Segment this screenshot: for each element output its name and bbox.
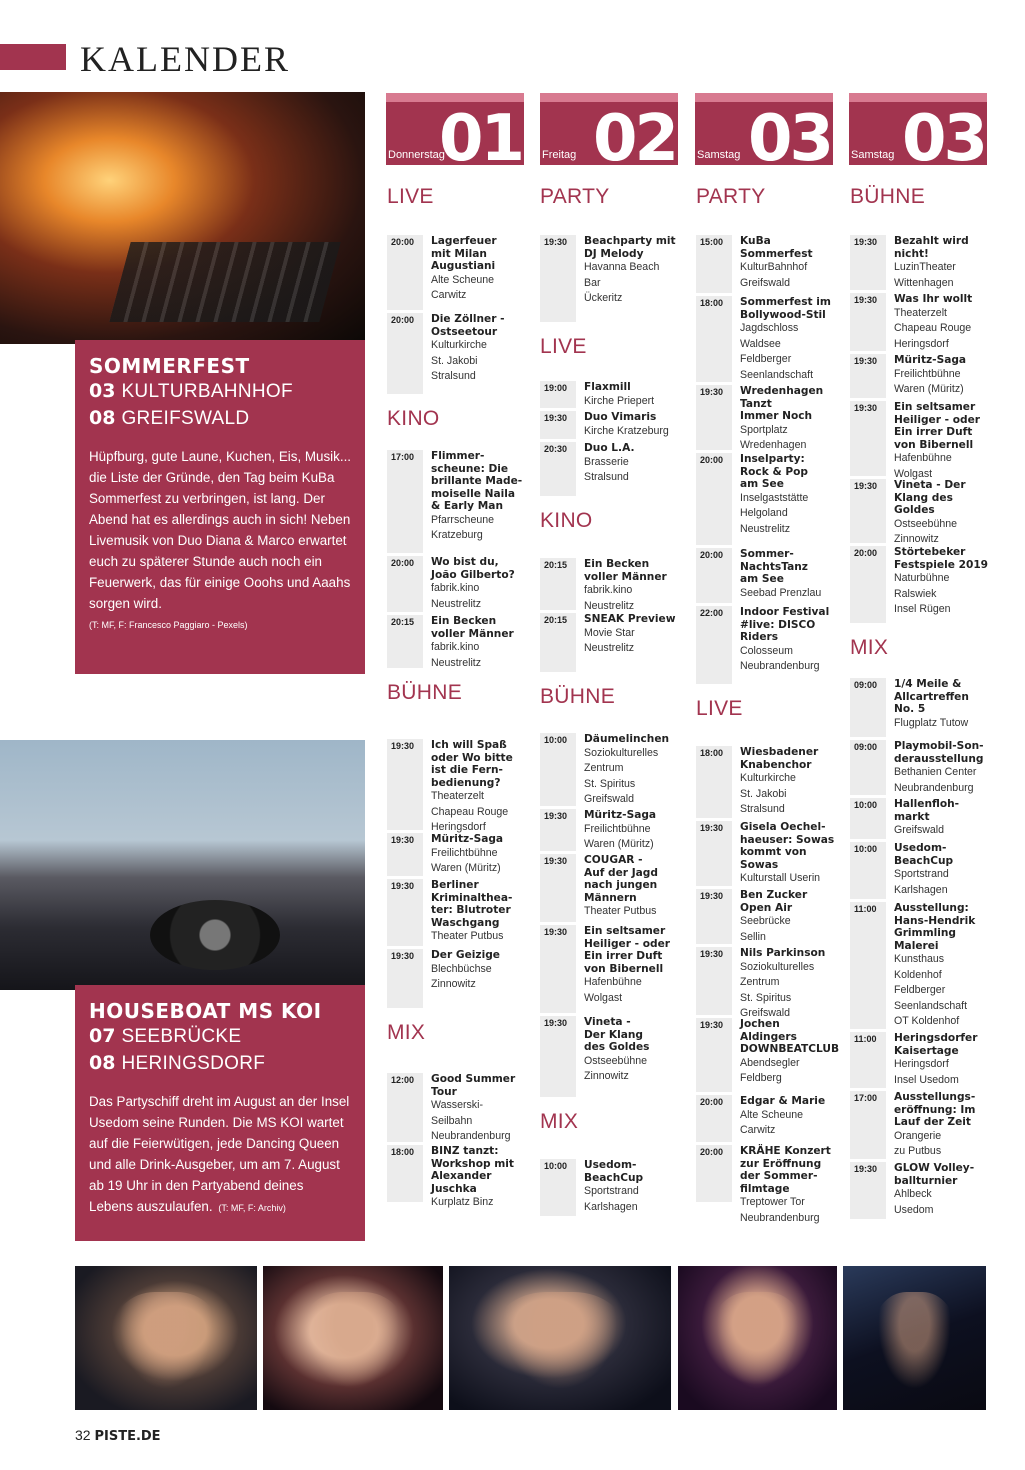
event-title: BINZ tanzt: Workshop mit Alexander Juschka	[431, 1145, 514, 1195]
event-details	[584, 235, 680, 307]
party-photo	[263, 1266, 443, 1410]
event-time: 19:30	[387, 739, 423, 830]
event-details	[894, 235, 990, 291]
event-location: Ostseebühne Zinnowitz	[584, 1054, 648, 1082]
section-label: PARTY	[540, 185, 610, 208]
section-label: BÜHNE	[387, 681, 463, 704]
event-location: Alte Scheune Carwitz	[431, 273, 495, 301]
section-label: BÜHNE	[540, 685, 616, 708]
event-location: Soziokulturelles Zentrum St. Spiritus Greifswald	[740, 960, 815, 1019]
event-time: 17:00	[850, 1091, 886, 1159]
event-title: 1/4 Meile & Allcartreffen No. 5	[894, 678, 969, 715]
event-location: Freilichtbühne Waren (Müritz)	[584, 822, 654, 850]
event-time: 19:30	[387, 879, 423, 946]
event-location: Inselgaststätte Helgoland Neustrelitz	[740, 491, 809, 535]
event-details	[894, 546, 990, 618]
event-time: 19:30	[850, 293, 886, 351]
event-location: Treptower Tor Neubrandenburg	[740, 1196, 820, 1224]
event-details	[894, 902, 990, 1030]
section-label: LIVE	[540, 335, 587, 358]
event-title: Lagerfeuer mit Milan Augustiani	[431, 235, 497, 272]
event-time: 20:30	[540, 442, 576, 496]
event-time: 18:00	[696, 746, 732, 818]
event-details	[584, 733, 680, 808]
event-location: Alte Scheune Carwitz	[740, 1108, 804, 1136]
event-title: Gisela Oechel- haeuser: Sowas kommt von Sowas	[740, 821, 835, 871]
event-time: 17:00	[387, 450, 423, 553]
day-number: 02	[592, 102, 676, 165]
feature-place: KULTURBAHNHOF	[121, 381, 293, 402]
event-location: Blechbüchse Zinnowitz	[431, 962, 492, 990]
event-location: fabrik.kino Neustrelitz	[431, 582, 482, 610]
party-boat-photo	[0, 740, 365, 990]
event-time: 20:00	[387, 313, 423, 394]
event-location: Greifswald	[894, 824, 945, 836]
event-time: 10:00	[540, 733, 576, 806]
event-title: Däumelinchen	[584, 733, 670, 745]
event-location: Hafenbühne Wolgast	[894, 452, 952, 480]
event-location: Kurplatz Binz	[431, 1196, 494, 1208]
feature-place: SEEBRÜCKE	[121, 1026, 242, 1047]
event-time: 19:30	[696, 947, 732, 1015]
event-location: Freilichtbühne Waren (Müritz)	[894, 367, 964, 395]
event-location: Kirche Kratzeburg	[584, 424, 669, 437]
event-location: Theaterzelt Chapeau Rouge Heringsdorf	[894, 306, 972, 350]
event-title: Hallenfloh- markt	[894, 798, 960, 823]
event-details	[584, 854, 680, 920]
event-title: KuBa Sommerfest	[740, 235, 813, 260]
event-time: 20:00	[387, 235, 423, 310]
event-location: Bethanien Center Neubrandenburg	[894, 766, 977, 794]
event-location: fabrik.kino Neustrelitz	[431, 641, 482, 669]
event-details	[740, 606, 836, 675]
event-details	[740, 1018, 840, 1087]
event-title: Flimmer- scheune: Die brillante Made- moiselle Naila & Early Man	[431, 450, 523, 512]
event-title: Nils Parkinson	[740, 947, 826, 959]
event-location: KulturBahnhof Greifswald	[740, 261, 808, 289]
event-details	[584, 1159, 680, 1215]
event-details	[740, 235, 836, 291]
event-location: Seebrücke Sellin	[740, 915, 791, 943]
feature-date-line	[89, 1050, 351, 1077]
event-time: 19:30	[387, 949, 423, 1008]
event-location: Abendsegler Feldberg	[740, 1056, 800, 1084]
section-label: PARTY	[696, 185, 766, 208]
event-title: SNEAK Preview	[584, 613, 676, 625]
event-details	[431, 235, 527, 304]
event-details	[431, 450, 527, 544]
event-time: 11:00	[850, 902, 886, 1029]
event-title: Ausstellungs- eröffnung: Im Lauf der Zeit	[894, 1091, 976, 1128]
event-details	[894, 1162, 990, 1218]
event-location: Kulturkirche St. Jakobi Stralsund	[431, 339, 487, 382]
event-title: Wo bist du, João Gilberto?	[431, 556, 515, 581]
event-title: Vineta - Der Klang des Goldes	[894, 479, 966, 516]
feature-box-sommerfest	[75, 340, 365, 674]
event-title: Müritz-Saga	[584, 809, 657, 821]
event-details	[431, 615, 527, 671]
section-label: KINO	[540, 509, 593, 532]
event-details	[740, 1095, 836, 1139]
feature-day: 03	[89, 380, 116, 402]
event-details	[894, 401, 990, 482]
event-time: 22:00	[696, 606, 732, 684]
event-details	[894, 842, 990, 898]
event-time: 18:00	[696, 296, 732, 382]
event-details	[431, 833, 527, 877]
event-location: Wasserski- Seilbahn Neubrandenburg	[431, 1099, 511, 1142]
event-location: Ahlbeck Usedom	[894, 1188, 934, 1216]
event-time: 10:00	[540, 1159, 576, 1216]
event-time: 10:00	[850, 842, 886, 899]
event-title: Ein seltsamer Heiliger - oder Ein irrer Duft von Bibernell	[584, 925, 670, 975]
event-details	[894, 678, 990, 731]
event-location: Kulturkirche St. Jakobi Stralsund	[740, 772, 796, 815]
section-label: MIX	[540, 1110, 579, 1133]
event-title: Störtebeker Festspiele 2019	[894, 546, 989, 571]
event-time: 12:00	[387, 1073, 423, 1142]
feature-credit: (T: MF, F: Francesco Paggiaro - Pexels)	[89, 620, 248, 630]
event-title: Duo L.A.	[584, 442, 635, 454]
event-time: 19:30	[540, 854, 576, 922]
section-label: MIX	[850, 636, 889, 659]
event-details	[740, 947, 836, 1022]
day-header	[386, 93, 524, 165]
event-details	[894, 1032, 990, 1088]
feature-credit: (T: MF, F: Archiv)	[218, 1203, 286, 1213]
feature-day: 07	[89, 1025, 116, 1047]
event-title: Indoor Festival #live: DISCO Riders	[740, 606, 830, 643]
event-location: Naturbühne Ralswiek Insel Rügen	[894, 572, 951, 615]
event-location: Movie Star Neustrelitz	[584, 626, 635, 654]
event-details	[740, 821, 836, 887]
event-details	[584, 925, 680, 1006]
event-title: Wiesbadener Knabenchor	[740, 746, 819, 771]
event-details	[740, 889, 836, 945]
event-time: 09:00	[850, 678, 886, 737]
event-details	[431, 949, 527, 993]
event-time: 09:00	[850, 740, 886, 795]
event-time: 19:00	[540, 381, 576, 408]
page-number: 32	[75, 1427, 91, 1443]
event-location: Flugplatz Tutow	[894, 716, 969, 729]
event-location: Kulturstall Userin	[740, 872, 821, 884]
event-location: Brasserie Stralsund	[584, 455, 629, 483]
event-time: 19:30	[850, 235, 886, 290]
event-location: LuzinTheater Wittenhagen	[894, 261, 956, 289]
day-number: 03	[901, 102, 985, 165]
event-location: Ostseebühne Zinnowitz	[894, 517, 958, 545]
day-header	[849, 93, 987, 165]
event-time: 20:00	[696, 453, 732, 545]
event-title: Ich will Spaß oder Wo bitte ist die Fern- bedienung?	[431, 739, 513, 789]
feature-date-line	[89, 378, 351, 405]
event-location: Theaterzelt Chapeau Rouge Heringsdorf	[431, 790, 509, 833]
event-title: Edgar & Marie	[740, 1095, 826, 1107]
event-location: Hafenbühne Wolgast	[584, 976, 642, 1004]
event-time: 19:30	[850, 479, 886, 543]
page-title: KALENDER	[80, 39, 290, 79]
section-label: BÜHNE	[850, 185, 926, 208]
event-time: 15:00	[696, 235, 732, 293]
event-details	[431, 1145, 527, 1211]
feature-body-text: Das Partyschiff dreht im August an der Insel Usedom seine Runden. Die MS KOI wartet auf die Feierwütigen, jede Dancing Queen und alle Drink-Ausgeber, um am 7. August ab 19 Uhr in den Partyabend deines Lebens auszulaufen.	[89, 1094, 350, 1214]
event-time: 20:00	[696, 1095, 732, 1142]
event-location: Seebad Prenzlau	[740, 586, 822, 599]
day-name: Samstag	[851, 149, 895, 161]
event-details	[584, 442, 680, 486]
day-number: 01	[438, 102, 522, 165]
event-details	[431, 739, 527, 836]
event-title: Playmobil-Son- derausstellung	[894, 740, 984, 765]
event-title: Inselparty: Rock & Pop am See	[740, 453, 809, 490]
event-title: Vineta - Der Klang des Goldes	[584, 1016, 650, 1053]
header-accent-bar	[0, 44, 66, 70]
event-details	[584, 411, 680, 439]
feature-title: HOUSEBOAT MS KOI	[89, 999, 322, 1023]
event-title: Beachparty mit DJ Melody	[584, 235, 676, 260]
event-details	[584, 613, 680, 657]
event-details	[894, 798, 990, 839]
event-details	[894, 740, 990, 796]
event-time: 19:30	[850, 401, 886, 476]
event-time: 19:30	[540, 411, 576, 439]
day-number: 03	[747, 102, 831, 165]
event-title: COUGAR - Auf der Jagd nach jungen Männern	[584, 854, 658, 904]
event-title: Jochen Aldingers DOWNBEATCLUB	[740, 1018, 840, 1055]
dj-booth-photo	[843, 1266, 986, 1410]
event-details	[740, 548, 836, 601]
day-name: Freitag	[542, 149, 577, 161]
event-title: Good Summer Tour	[431, 1073, 516, 1098]
event-time: 20:00	[696, 548, 732, 603]
event-title: Sommer- NachtsTanz am See	[740, 548, 808, 585]
feature-month: 08	[89, 407, 116, 429]
event-time: 19:30	[540, 809, 576, 851]
event-location: Pfarrscheune Kratzeburg	[431, 513, 495, 541]
feature-date-line	[89, 1023, 351, 1050]
event-details	[894, 354, 990, 398]
event-details	[740, 746, 836, 818]
event-details	[894, 479, 990, 548]
event-location: Kirche Priepert	[584, 394, 655, 407]
event-title: Ein Becken voller Männer	[584, 558, 667, 583]
event-details	[431, 1073, 527, 1145]
event-title: Der Geizige	[431, 949, 500, 961]
event-location: Kunsthaus Koldenhof Feldberger Seenlandschaft OT Koldenhof	[894, 953, 968, 1027]
event-time: 19:30	[696, 889, 732, 944]
event-time: 20:15	[540, 558, 576, 610]
event-location: Theater Putbus	[584, 905, 657, 917]
event-title: Was Ihr wollt	[894, 293, 973, 305]
event-time: 19:30	[387, 833, 423, 876]
event-time: 19:30	[696, 821, 732, 886]
feature-month: 08	[89, 1052, 116, 1074]
event-title: Ein Becken voller Männer	[431, 615, 514, 640]
event-time: 20:00	[387, 556, 423, 612]
brand-name: PISTE.DE	[94, 1429, 161, 1444]
dj-mixer-photo	[0, 92, 365, 344]
feature-city: GREIFSWALD	[121, 408, 250, 429]
event-time: 19:30	[540, 235, 576, 322]
day-header	[695, 93, 833, 165]
section-label: KINO	[387, 407, 440, 430]
event-details	[584, 381, 680, 409]
event-time: 18:00	[387, 1145, 423, 1202]
event-time: 20:00	[850, 546, 886, 623]
event-title: Müritz-Saga	[894, 354, 967, 366]
event-title: Duo Vimaris	[584, 411, 657, 423]
event-time: 19:30	[850, 354, 886, 398]
party-photo	[678, 1266, 837, 1410]
event-time: 20:00	[696, 1145, 732, 1202]
event-time: 20:15	[540, 613, 576, 672]
event-location: Heringsdorf Insel Usedom	[894, 1058, 959, 1086]
section-label: LIVE	[696, 697, 743, 720]
feature-box-houseboat	[75, 985, 365, 1241]
event-title: Heringsdorfer Kaisertage	[894, 1032, 978, 1057]
feature-city: HERINGSDORF	[121, 1053, 266, 1074]
event-details	[431, 879, 527, 945]
event-location: Sportplatz Wredenhagen	[740, 423, 807, 451]
feature-title: SOMMERFEST	[89, 354, 250, 378]
event-time: 10:00	[850, 798, 886, 839]
day-name: Samstag	[697, 149, 741, 161]
event-title: Flaxmill	[584, 381, 631, 393]
event-details	[431, 313, 527, 385]
section-label: LIVE	[387, 185, 434, 208]
event-title: Bezahlt wird nicht!	[894, 235, 969, 260]
event-title: KRÄHE Konzert zur Eröffnung der Sommer- filmtage	[740, 1145, 831, 1195]
event-time: 19:30	[696, 1018, 732, 1092]
event-location: Soziokulturelles Zentrum St. Spiritus Greifswald	[584, 746, 659, 805]
event-title: Ausstellung: Hans-Hendrik Grimmling Malerei	[894, 902, 976, 952]
party-photo	[449, 1266, 671, 1410]
party-photo	[75, 1266, 257, 1410]
event-location: Theater Putbus	[431, 930, 504, 942]
event-title: Usedom- BeachCup	[584, 1159, 644, 1184]
event-location: Freilichtbühne Waren (Müritz)	[431, 846, 501, 874]
event-location: Havanna Beach Bar Ückeritz	[584, 261, 660, 304]
day-name: Donnerstag	[388, 149, 445, 161]
event-location: Orangerie zu Putbus	[894, 1129, 942, 1157]
event-details	[584, 809, 680, 853]
event-details	[431, 556, 527, 612]
section-label: MIX	[387, 1021, 426, 1044]
event-time: 19:30	[696, 385, 732, 450]
event-details	[894, 293, 990, 352]
event-details	[740, 1145, 836, 1226]
event-time: 20:15	[387, 615, 423, 668]
event-title: Müritz-Saga	[431, 833, 504, 845]
feature-date-line	[89, 405, 351, 432]
event-title: GLOW Volley- ballturnier	[894, 1162, 975, 1187]
event-details	[584, 558, 680, 614]
event-time: 19:30	[540, 925, 576, 1013]
event-title: Berliner Kriminalthea- ter: Blutroter Waschgang	[431, 879, 513, 929]
feature-text: Hüpfburg, gute Laune, Kuchen, Eis, Musik... die Liste der Gründe, den Tag beim KuBa Sommerfest zu verbringen, ist lang. Der Abend hat es allerdings auch in sich! Neben Livemusik von Duo Diana & Marco erwartet euch zu späterer Stunde auch noch ein Feuerwerk, das für einige Ooohs und Aaahs sorgen wird.	[89, 449, 352, 611]
event-details	[584, 1016, 680, 1085]
event-details	[740, 385, 836, 454]
event-details	[894, 1091, 990, 1160]
feature-text	[89, 1091, 351, 1219]
event-location: Sportstrand Karlshagen	[894, 868, 949, 896]
day-header	[540, 93, 678, 165]
event-details	[740, 296, 836, 383]
event-title: Wredenhagen Tanzt Immer Noch	[740, 385, 824, 422]
page-footer	[75, 1427, 161, 1444]
event-location: Colosseum Neubrandenburg	[740, 644, 820, 672]
event-title: Ein seltsamer Heiliger - oder Ein irrer Duft von Bibernell	[894, 401, 980, 451]
event-title: Ben Zucker Open Air	[740, 889, 808, 914]
event-title: Sommerfest im Bollywood-Stil	[740, 296, 831, 321]
event-location: fabrik.kino Neustrelitz	[584, 584, 635, 612]
event-title: Usedom- BeachCup	[894, 842, 954, 867]
event-time: 19:30	[850, 1162, 886, 1219]
event-location: Jagdschloss Waldsee Feldberger Seenlandschaft	[740, 322, 814, 381]
event-time: 19:30	[540, 1016, 576, 1097]
event-time: 11:00	[850, 1032, 886, 1088]
event-details	[740, 453, 836, 537]
event-location: Sportstrand Karlshagen	[584, 1185, 639, 1213]
event-title: Die Zöllner - Ostseetour	[431, 313, 505, 338]
